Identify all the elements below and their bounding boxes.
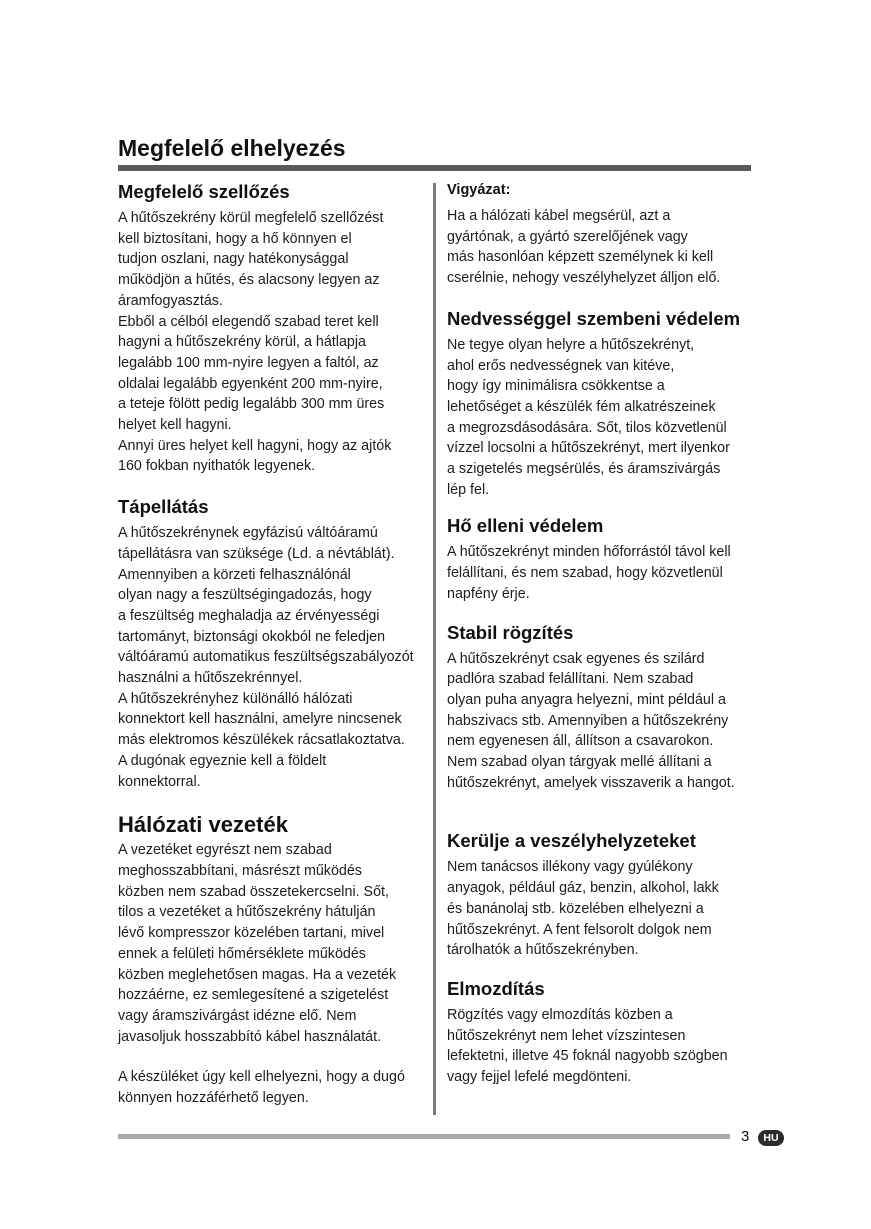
cable-note: A készüléket úgy kell elhelyezni, hogy a dugó könnyen hozzáférhető legyen. bbox=[118, 1069, 405, 1107]
moisture-text: Ne tegye olyan helyre a hűtőszekrényt, ahol erős nedvességnek van kitéve, hogy így minimálisra csökkentse a lehetőséget a készülék fém alkatrészeinek a megrozsdásodására. Sőt, tilos közvetlenül vízzel locsolni a hűtőszekrényt, mert ilyenkor a szigetelés megsérülés, és áramszivárgás lép fel. bbox=[447, 336, 730, 498]
page-title: Megfelelő elhelyezés bbox=[118, 135, 346, 161]
hazards-text: Nem tanácsos illékony vagy gyúlékony anyagok, például gáz, benzin, alkohol, lakk és banánolaj stb. közelében elhelyezni a hűtőszekrényt. A fent felsorolt dolgok nem tárolhatók a hűtőszekrényben. bbox=[447, 859, 719, 959]
cable-text: A vezetéket egyrészt nem szabad meghosszabbítani, másrészt működés közben nem szabad összetekercselni. Sőt, tilos a vezetéket a hűtőszekrény hátulján lévő kompresszor közelében tartani, mivel ennek a felületi hőmérséklete működés közben meglehetősen magas. Ha a vezeték hozzáérne, ez semlegesítené a szigetelést vagy áramszivárgást idézne elő. Nem javasoljuk hosszabbító kábel használatát. bbox=[118, 842, 397, 1045]
section-cable bbox=[118, 813, 423, 1108]
column-divider bbox=[433, 183, 436, 1115]
section-power bbox=[118, 496, 423, 792]
title-divider bbox=[118, 165, 751, 171]
footer-rule bbox=[118, 1134, 730, 1139]
cable-heading: Hálózati vezeték bbox=[118, 812, 288, 838]
ventilation-heading: Megfelelő szellőzés bbox=[118, 181, 290, 202]
section-caution bbox=[447, 181, 752, 289]
left-column bbox=[118, 181, 423, 1109]
stable-text: A hűtőszekrényt csak egyenes és szilárd padlóra szabad felállítani. Nem szabad olyan puha anyagra helyezni, mint például a habszivacs stb. Amennyiben a hűtőszekrény nem egyenesen áll, állítson a csavarokon. Nem szabad olyan tárgyak mellé állítani a hűtőszekrényt, amelyek visszaverik a hangot. bbox=[447, 650, 735, 791]
caution-heading: Vigyázat: bbox=[447, 182, 511, 198]
section-stable bbox=[447, 622, 752, 794]
section-heat bbox=[447, 515, 752, 604]
moisture-heading: Nedvességgel szembeni védelem bbox=[447, 307, 741, 329]
section-moisture bbox=[447, 308, 752, 501]
right-column bbox=[447, 181, 752, 1088]
moving-heading: Elmozdítás bbox=[447, 977, 545, 999]
moving-text: Rögzítés vagy elmozdítás közben a hűtőszekrényt nem lehet vízszintesen lefektetni, illetve 45 foknál nagyobb szögben vagy fejjel lefelé megdönteni. bbox=[447, 1006, 728, 1086]
section-moving bbox=[447, 978, 752, 1088]
caution-text: Ha a hálózati kábel megsérül, azt a gyártónak, a gyártó szerelőjének vagy más hasonlóan képzett személynek ki kell cserélnie, nehogy veszélyhelyzet álljon elő. bbox=[447, 208, 721, 287]
ventilation-text: A hűtőszekrény körül megfelelő szellőzést kell biztosítani, hogy a hő könnyen el tudjon oszlani, nagy hatékonysággal működjön a hűtés, és alacsony legyen az áramfogyasztás. Ebből a célból elegendő szabad teret kell hagyni a hűtőszekrény körül, a hátlapja legalább 100 mm-nyire legyen a faltól, az oldalai legalább egyenként 200 mm-nyire, a teteje fölött pedig legalább 300 mm üres helyet kell hagyni. Annyi üres helyet kell hagyni, hogy az ajtók 160 fokban nyithatók legyenek. bbox=[118, 210, 392, 475]
heat-text: A hűtőszekrényt minden hőforrástól távol kell felállítani, és nem szabad, hogy közvetlenül napfény érje. bbox=[447, 544, 731, 602]
power-heading: Tápellátás bbox=[118, 496, 209, 518]
section-ventilation bbox=[118, 181, 423, 477]
power-text: A hűtőszekrénynek egyfázisú váltóáramú tápellátásra van szüksége (Ld. a névtáblát). Amennyiben a körzeti felhasználónál olyan nagy a feszültségingadozás, hogy a feszültség meghaladja az érvényességi tartományt, biztonsági okokból ne feledjen váltóáramú automatikus feszültségszabályozót használni a hűtőszekrénnyel. A hűtőszekrényhez különálló hálózati konnektort kell használni, amelyre nincsenek más elektromos készülékek rácsatlakoztatva. A dugónak egyeznie kell a földelt konnektorral. bbox=[118, 525, 414, 790]
hazards-heading: Kerülje a veszélyhelyzeteket bbox=[447, 830, 696, 852]
page-number: 3 bbox=[741, 1128, 750, 1145]
language-badge: HU bbox=[758, 1130, 784, 1146]
heat-heading: Hő elleni védelem bbox=[447, 515, 604, 537]
stable-heading: Stabil rögzítés bbox=[447, 621, 574, 643]
section-hazards bbox=[447, 830, 752, 961]
